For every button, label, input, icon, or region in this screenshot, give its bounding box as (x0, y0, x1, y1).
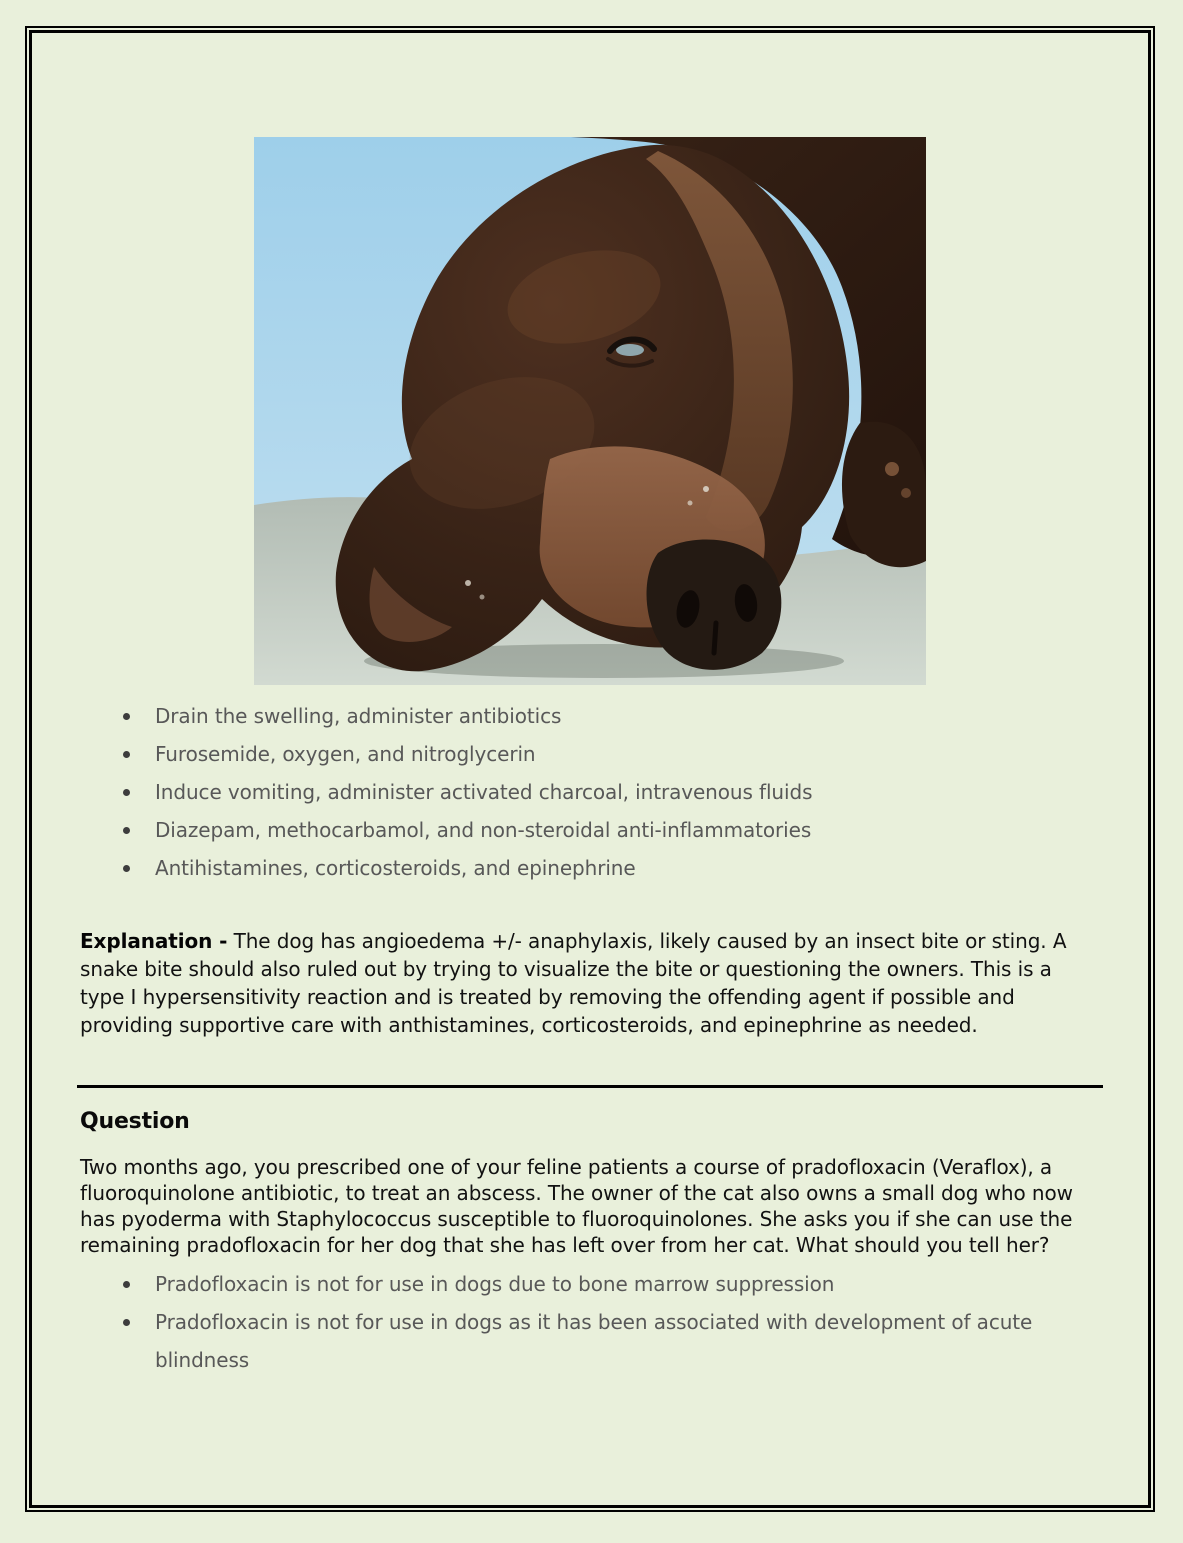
answer-option[interactable]: Induce vomiting, administer activated charcoal, intravenous fluids (80, 773, 1100, 811)
answer-option[interactable]: Pradofloxacin is not for use in dogs as it has been associated with development of acute blindness (80, 1303, 1100, 1379)
dog-eye (616, 344, 644, 356)
section-divider (77, 1085, 1103, 1088)
dog-illustration (254, 137, 926, 685)
answer-option[interactable]: Furosemide, oxygen, and nitroglycerin (80, 735, 1100, 773)
question-answer-options (80, 1265, 1100, 1379)
explanation-text: The dog has angioedema +/- anaphylaxis, likely caused by an insect bite or sting. A snake bite should also ruled out by trying to visualize the bite or questioning the owners. This is a type I hypersensitivity reaction and is treated by removing the offending agent if possible and providing supportive care with anthistamines, corticosteroids, and epinephrine as needed. (80, 929, 1067, 1037)
answer-option[interactable]: Antihistamines, corticosteroids, and epinephrine (80, 849, 1100, 887)
explanation-paragraph (80, 927, 1102, 1039)
answer-option[interactable]: Diazepam, methocarbamol, and non-steroidal anti-inflammatories (80, 811, 1100, 849)
explanation-label: Explanation - (80, 929, 228, 953)
page-border-outer (25, 26, 1155, 1512)
question-heading: Question (80, 1109, 190, 1134)
question-text: Two months ago, you prescribed one of your feline patients a course of pradofloxacin (Veraflox), a fluoroquinolone antibiotic, to treat an abscess. The owner of the cat also owns a small dog who now has pyoderma with Staphylococcus susceptible to fluoroquinolones. She asks you if she can use the remaining pradofloxacin for her dog that she has left over from her cat. What should you tell her? (80, 1155, 1073, 1257)
dog-photo (254, 137, 926, 685)
page-border-inner (29, 30, 1151, 1508)
answer-option[interactable]: Drain the swelling, administer antibiotics (80, 697, 1100, 735)
answer-option[interactable]: Pradofloxacin is not for use in dogs due to bone marrow suppression (80, 1265, 1100, 1303)
previous-answer-options (80, 697, 1100, 887)
